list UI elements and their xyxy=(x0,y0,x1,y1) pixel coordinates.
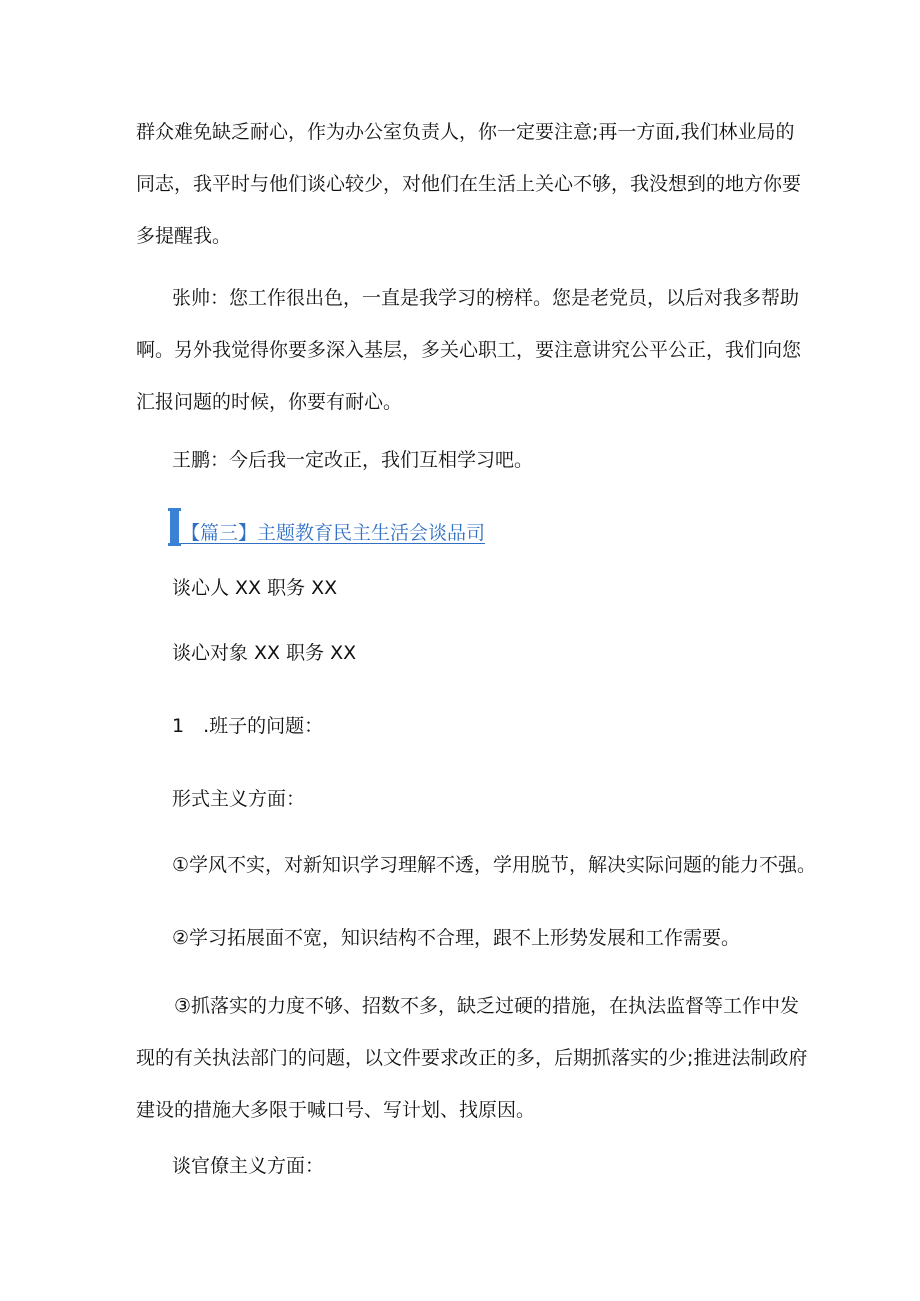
text-line: 谈心人 XX 职务 XX xyxy=(172,577,338,599)
text-line: 谈官僚主义方面： xyxy=(172,1155,325,1177)
text-line: 啊。另外我觉得你要多深入基层，多关心职工，要注意讲究公平公正，我们向您 xyxy=(136,339,802,361)
text-line: 王鹏：今后我一定改正，我们互相学习吧。 xyxy=(172,449,534,471)
paragraph-team-issues xyxy=(172,700,788,752)
text-line: 1 .班子的问题： xyxy=(172,715,324,737)
text-line: 张帅：您工作很出色，一直是我学习的榜样。您是老党员，以后对我多帮助 xyxy=(172,287,800,309)
text-line: 现的有关执法部门的问题，以文件要求改正的多，后期抓落实的少;推进法制政府 xyxy=(136,1047,808,1069)
paragraph-group-concern xyxy=(136,106,802,262)
text-line: 多提醒我。 xyxy=(136,225,232,247)
paragraph-formalism xyxy=(172,773,788,825)
paragraph-item-2 xyxy=(172,912,788,964)
paragraph-wangpeng xyxy=(172,434,788,486)
paragraph-talk-target xyxy=(172,627,788,679)
text-line: 群众难免缺乏耐心，作为办公室负责人，你一定要注意;再一方面,我们林业局的 xyxy=(136,121,795,143)
paragraph-item-3 xyxy=(136,980,808,1136)
text-line: 汇报问题的时候，你要有耐心。 xyxy=(136,391,403,413)
text-line: 建设的措施大多限于喊口号、写计划、找原因。 xyxy=(136,1099,536,1121)
text-line: ②学习拓展面不宽，知识结构不合理，跟不上形势发展和工作需要。 xyxy=(172,927,741,949)
paragraph-bureaucratism xyxy=(172,1140,788,1192)
text-line: ③抓落实的力度不够、招数不多，缺乏过硬的措施，在执法监督等工作中发 xyxy=(174,995,800,1017)
paragraph-item-1 xyxy=(172,839,817,891)
text-line: 形式主义方面： xyxy=(172,788,306,810)
text-line: 谈心对象 XX 职务 XX xyxy=(172,642,357,664)
text-line: 同志，我平时与他们谈心较少，对他们在生活上关心不够，我没想到的地方你要 xyxy=(136,173,802,195)
heading-link[interactable]: 【篇三】主题教育民主生活会谈品司 xyxy=(181,522,486,544)
text-line: ①学风不实，对新知识学习理解不透，学用脱节，解决实际问题的能力不强。 xyxy=(172,854,817,876)
paragraph-talker xyxy=(172,562,788,614)
paragraph-zhangshuai xyxy=(136,272,802,428)
section-heading[interactable] xyxy=(170,498,485,546)
heading-marker-icon xyxy=(170,508,179,546)
